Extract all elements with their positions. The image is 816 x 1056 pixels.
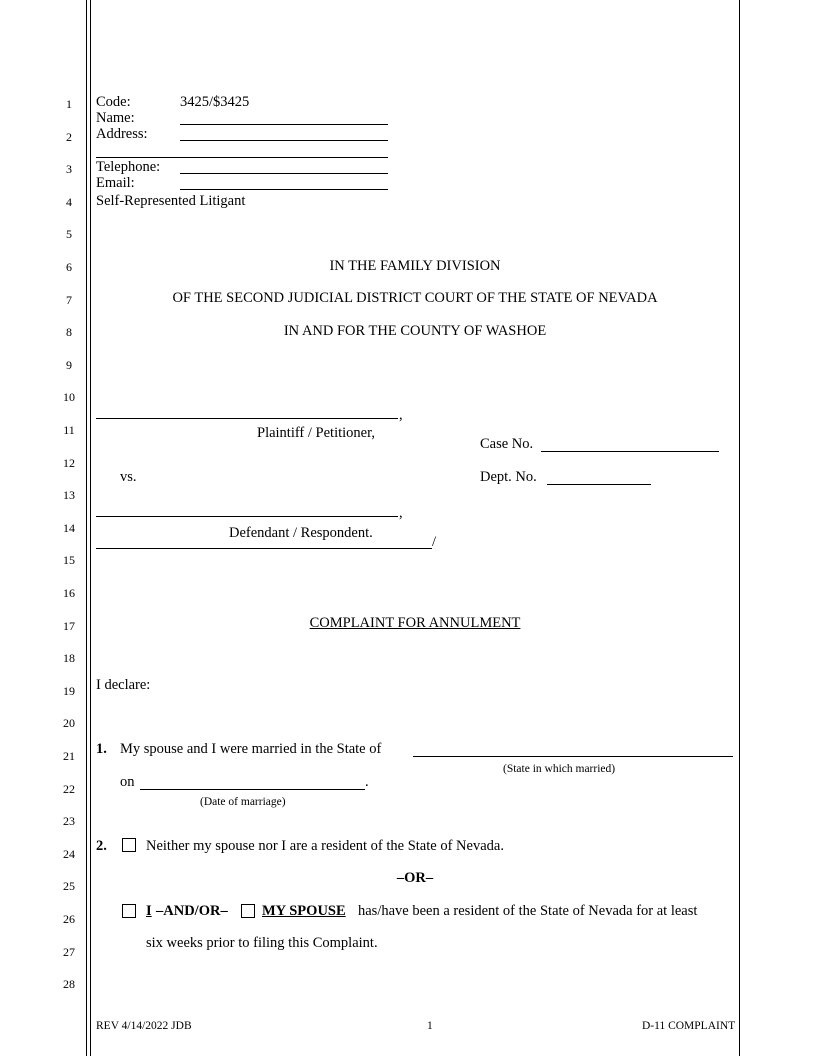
item-1-number: 1. <box>96 741 107 757</box>
item-2-number: 2. <box>96 838 107 854</box>
item-1-period: . <box>365 774 369 790</box>
line-number: 17 <box>63 619 75 633</box>
case-number-field[interactable] <box>541 451 719 452</box>
line-number: 12 <box>63 456 75 470</box>
court-name: OF THE SECOND JUDICIAL DISTRICT COURT OF THE STATE OF NEVADA <box>172 290 658 306</box>
code-label: Code: <box>96 94 131 110</box>
or-separator: –OR– <box>396 870 434 886</box>
telephone-label: Telephone: <box>96 159 161 175</box>
line-number: 4 <box>66 195 72 209</box>
i-resident-checkbox[interactable] <box>122 904 136 918</box>
line-number: 8 <box>66 325 72 339</box>
line-number: 23 <box>63 814 75 828</box>
line-number: 7 <box>66 293 72 307</box>
item-2-option-a: Neither my spouse nor I are a resident of the State of Nevada. <box>146 838 504 854</box>
item-2-andor: –AND/OR– <box>156 903 228 919</box>
code-value: 3425/$3425 <box>180 94 250 110</box>
item-2-i: I <box>146 903 152 919</box>
line-number: 11 <box>63 423 75 437</box>
line-number: 2 <box>66 130 72 144</box>
item-2-my-spouse: MY SPOUSE <box>262 903 346 919</box>
declare-text: I declare: <box>96 677 151 693</box>
marriage-date-field[interactable] <box>140 789 365 790</box>
line-number: 9 <box>66 358 72 372</box>
dept-number-label: Dept. No. <box>480 469 537 485</box>
address-field-2[interactable] <box>96 157 388 158</box>
line-number: 27 <box>63 945 75 959</box>
telephone-field[interactable] <box>180 173 388 174</box>
line-number: 3 <box>66 162 72 176</box>
spouse-resident-checkbox[interactable] <box>241 904 255 918</box>
line-number: 15 <box>63 553 75 567</box>
marriage-state-field[interactable] <box>413 756 733 757</box>
line-number: 18 <box>63 651 75 665</box>
caption-closing-line <box>96 548 432 549</box>
email-field[interactable] <box>180 189 388 190</box>
name-label: Name: <box>96 110 135 126</box>
line-number: 10 <box>63 390 75 404</box>
plaintiff-label: Plaintiff / Petitioner, <box>257 425 375 441</box>
item-2-continuation: six weeks prior to filing this Complaint. <box>146 935 378 951</box>
item-1-on: on <box>120 774 135 790</box>
marriage-state-hint: (State in which married) <box>503 763 616 775</box>
line-number: 22 <box>63 782 75 796</box>
name-field[interactable] <box>180 124 388 125</box>
item-1-text: My spouse and I were married in the State of <box>120 741 382 757</box>
defendant-comma: , <box>399 505 403 521</box>
dept-number-field[interactable] <box>547 484 651 485</box>
document-title: COMPLAINT FOR ANNULMENT <box>309 615 521 631</box>
defendant-name-field[interactable] <box>96 516 398 517</box>
line-number: 6 <box>66 260 72 274</box>
left-margin-rule-outer <box>86 0 87 1056</box>
right-margin-rule <box>739 0 740 1056</box>
marriage-date-hint: (Date of marriage) <box>200 796 286 808</box>
line-number: 28 <box>63 977 75 991</box>
line-number: 13 <box>63 488 75 502</box>
address-label: Address: <box>96 126 148 142</box>
caption-slash: / <box>432 534 437 550</box>
line-number: 1 <box>66 97 72 111</box>
line-number: 14 <box>63 521 75 535</box>
line-number: 21 <box>63 749 75 763</box>
item-2-rest: has/have been a resident of the State of Nevada for at least <box>358 903 698 919</box>
plaintiff-name-field[interactable] <box>96 418 398 419</box>
email-label: Email: <box>96 175 135 191</box>
footer-revision: REV 4/14/2022 JDB <box>96 1020 192 1032</box>
line-number: 20 <box>63 716 75 730</box>
line-number: 26 <box>63 912 75 926</box>
line-number: 24 <box>63 847 75 861</box>
line-number: 16 <box>63 586 75 600</box>
case-number-label: Case No. <box>480 436 534 452</box>
court-county: IN AND FOR THE COUNTY OF WASHOE <box>283 323 547 339</box>
footer-page-number: 1 <box>427 1020 433 1032</box>
versus-label: vs. <box>120 469 137 485</box>
line-number: 5 <box>66 227 72 241</box>
left-margin-rule-inner <box>90 0 91 1056</box>
self-represented-label: Self-Represented Litigant <box>96 193 246 209</box>
plaintiff-comma: , <box>399 407 403 423</box>
defendant-label: Defendant / Respondent. <box>229 525 373 541</box>
line-number: 25 <box>63 879 75 893</box>
no-residency-checkbox[interactable] <box>122 838 136 852</box>
address-field-1[interactable] <box>180 140 388 141</box>
footer-form-id: D-11 COMPLAINT <box>642 1020 736 1032</box>
court-division: IN THE FAMILY DIVISION <box>329 258 501 274</box>
line-number: 19 <box>63 684 75 698</box>
